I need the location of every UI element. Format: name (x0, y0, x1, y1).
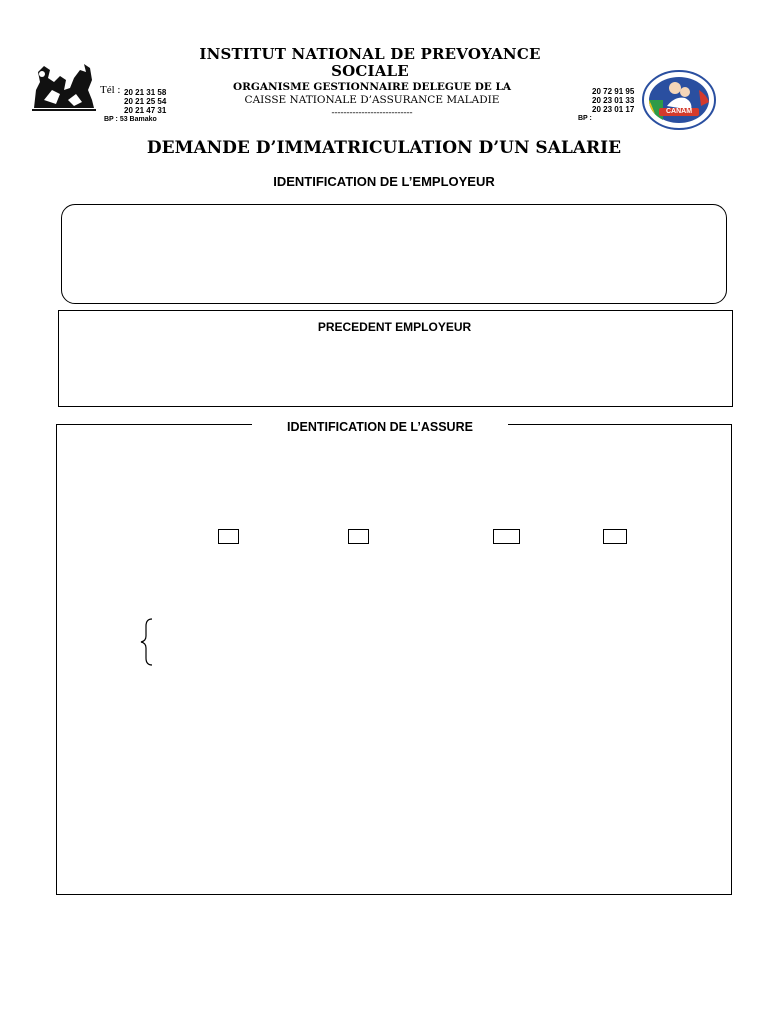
left-phone-3: 20 21 47 31 (124, 106, 167, 115)
right-phone-1: 20 72 91 95 (592, 87, 635, 96)
insured-section-title: IDENTIFICATION DE L’ASSURE (287, 420, 473, 434)
right-bp: BP : (578, 115, 592, 122)
org-subtitle-line1: ORGANISME GESTIONNAIRE DELEGUE DE LA (233, 81, 511, 93)
employer-section-title: IDENTIFICATION DE L’EMPLOYEUR (273, 174, 495, 189)
right-phone-2: 20 23 01 33 (592, 96, 635, 105)
checkbox-2[interactable] (348, 529, 369, 544)
brace-icon (140, 618, 154, 666)
canam-logo (641, 70, 717, 130)
header-separator: --------------------------- (331, 107, 413, 117)
inps-logo (30, 60, 98, 112)
checkbox-4[interactable] (603, 529, 627, 544)
document-title: DEMANDE D’IMMATRICULATION D’UN SALARIE (146, 138, 622, 158)
tel-label: Tél : (100, 84, 121, 96)
checkbox-1[interactable] (218, 529, 239, 544)
left-bp: BP : 53 Bamako (104, 116, 157, 123)
canam-logo-text: CANAM (665, 108, 693, 115)
previous-employer-label: PRECEDENT EMPLOYEUR (317, 320, 472, 334)
org-title: INSTITUT NATIONAL DE PREVOYANCE SOCIALE (199, 45, 541, 80)
insured-identification-box[interactable] (56, 424, 732, 895)
employer-identification-box[interactable] (61, 204, 727, 304)
left-phone-2: 20 21 25 54 (124, 97, 167, 106)
left-phone-1: 20 21 31 58 (124, 88, 167, 97)
org-subtitle-line2: CAISSE NATIONALE D’ASSURANCE MALADIE (244, 94, 500, 106)
checkbox-3[interactable] (493, 529, 520, 544)
right-phone-3: 20 23 01 17 (592, 105, 635, 114)
